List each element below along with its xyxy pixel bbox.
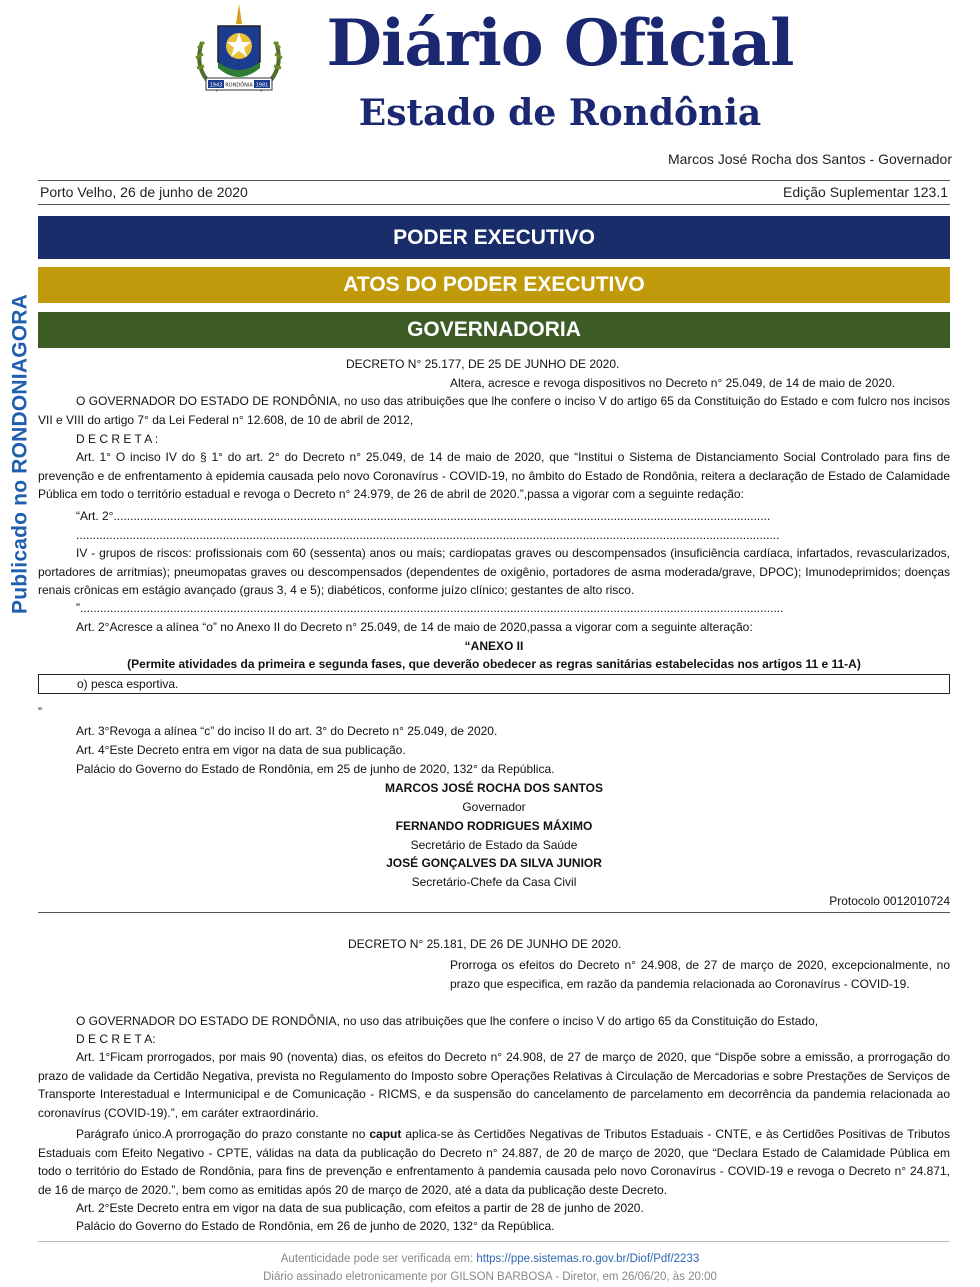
section-band-office: GOVERNADORIA bbox=[38, 312, 950, 348]
decree1-title: DECRETO N° 25.177, DE 25 DE JUNHO DE 2020. bbox=[346, 357, 620, 371]
decree1-art2-quote: “Art. 2°..................................................................................................................................................................................................... bbox=[76, 509, 771, 523]
footer-verify-label: Autenticidade pode ser verificada em: bbox=[280, 1253, 477, 1265]
decree1-art2: Art. 2°Acresce a alínea “o” no Anexo II do Decreto n° 25.049, de 14 de maio de 2020,passa a vigorar com a seguinte alteração: bbox=[76, 620, 753, 634]
governor-line: Marcos José Rocha dos Santos - Governador bbox=[667, 151, 952, 167]
annex-item: o) pesca esportiva. bbox=[77, 677, 179, 691]
footer-signed: Diário assinado eletronicamente por GILSON BARBOSA - Diretor, em 26/06/20, às 20:00 bbox=[263, 1271, 717, 1283]
decree2-palace: Palácio do Governo do Estado de Rondônia, em 26 de junho de 2020, 132° da República. bbox=[76, 1219, 555, 1233]
footer-verify bbox=[0, 1250, 980, 1269]
decree1-inciso-iv: IV - grupos de riscos: profissionais com 60 (sessenta) anos ou mais; cardiopatas graves ou descompensados (insuficiência cardíaca, infartados, revascularizados, portadores de arritmias); pneumopatas graves ou descompensados (dependentes de oxigênio, portadores de asma moderada/grave, DPOC); Imunodeprimidos; doenças renais crônicas em estágio avançado (graus 3, 4 e 5); diabéticos, conforme juízo clínico; gestantes de alto risco. bbox=[38, 546, 950, 598]
divider bbox=[38, 912, 950, 913]
edition: Edição Suplementar 123.1 bbox=[783, 184, 948, 200]
section-band-acts: ATOS DO PODER EXECUTIVO bbox=[38, 267, 950, 303]
signatory-role: Secretário de Estado da Saúde bbox=[410, 838, 578, 852]
place-date: Porto Velho, 26 de junho de 2020 bbox=[40, 184, 248, 200]
crest-ribbon-text: RONDÔNIA bbox=[225, 82, 253, 89]
signatory-name: JOSÉ GONÇALVES DA SILVA JUNIOR bbox=[386, 856, 602, 870]
decree2-paragraph bbox=[38, 1125, 950, 1199]
signatory-role: Secretário-Chefe da Casa Civil bbox=[411, 875, 577, 889]
decree2-summary: Prorroga os efeitos do Decreto n° 24.908, de 27 de março de 2020, excepcionalmente, no prazo que especifica, em razão da pandemia relacionada ao Coronavírus - COVID-19. bbox=[450, 958, 950, 991]
decree2-decreta: D E C R E T A: bbox=[76, 1032, 156, 1046]
decree1-art1: Art. 1° O inciso IV do § 1° do art. 2° do Decreto n° 25.049, de 14 de maio de 2020, que “Institui o Sistema de Distanciamento Social Controlado para fins de prevenção e de enfrentamento à epidemia causada pelo novo Coronavírus - COVID-19, no âmbito do Estado de Rondônia, reitera a declaração de Estado de Calamidade Pública em todo o território estadual e revoga o Decreto n° 24.979, de 26 de abril de 2020.”,passa a vigorar com a seguinte redação: bbox=[38, 450, 950, 502]
annex-subtitle: (Permite atividades da primeira e segunda fases, que deverão obedecer as regras sanitárias estabelecidas nos artigos 11 e 11-A) bbox=[127, 657, 861, 671]
state-crest-icon bbox=[188, 2, 290, 96]
dateline bbox=[38, 181, 950, 203]
decree1-art3: Art. 3°Revoga a alínea “c” do inciso II do art. 3° do Decreto n° 25.049, de 2020. bbox=[76, 724, 498, 738]
decree1-dots-close: ...................................................................................................................................................................................................................” bbox=[76, 601, 784, 615]
decree2-paragraph-a: Parágrafo único.A prorrogação do prazo constante no bbox=[76, 1127, 370, 1141]
masthead-subtitle: Estado de Rondônia bbox=[358, 92, 762, 134]
decree1-decreta: D E C R E T A : bbox=[76, 432, 159, 446]
signatory-role: Governador bbox=[462, 800, 526, 814]
decree2-paragraph-caput: caput bbox=[369, 1127, 402, 1141]
decree1-protocol: Protocolo 0012010724 bbox=[829, 894, 950, 908]
masthead-title: Diário Oficial bbox=[326, 6, 794, 81]
decree1-art4: Art. 4°Este Decreto entra em vigor na data de sua publicação. bbox=[76, 743, 406, 757]
section-band-executive: PODER EXECUTIVO bbox=[38, 216, 950, 259]
decree2-paragraph-b: aplica-se às Certidões Negativas de Tributos Estaduais - CNTE, e às Certidões Positivas de Tributos Estaduais com Efeito Negativo - CPTE, válidas na data da publicação do Decreto n° 24.887, de 20 de março de 2020, que “Declara Estado de Calamidade Pública em todo o território do Estado de Rondônia, para fins de prevenção e enfrentamento à pandemia causada pelo novo Coronavírus - COVID-19 e revoga o Decreto n° 24.871, de 16 de março de 2020.”, bem como as emitidas após 20 de março de 2020, até a data da publicação deste Decreto. bbox=[38, 1127, 950, 1197]
signatory-name: FERNANDO RODRIGUES MÁXIMO bbox=[395, 819, 593, 833]
close-quote: ” bbox=[38, 705, 42, 719]
divider bbox=[38, 1241, 950, 1242]
decree2-art1: Art. 1°Ficam prorrogados, por mais 90 (noventa) dias, os efeitos do Decreto n° 24.908, de 27 de março de 2020, que “Dispõe sobre a emissão, a prorrogação do prazo de validade da Certidão Negativa, prevista no Regulamento do Imposto sobre Operações Relativas à Circulação de Mercadorias e sobre Prestações de Serviços de Transporte Interestadual e Intermunicipal e de Comunicação - RICMS, e da suspensão do cancelamento de parcelamento em decorrência da pandemia relacionada ao coronavírus (COVID-19).”, em caráter extraordinário. bbox=[38, 1050, 950, 1120]
decree2-art2: Art. 2°Este Decreto entra em vigor na data de sua publicação, com efeitos a partir de 28 de junho de 2020. bbox=[76, 1201, 644, 1215]
annex-title: “ANEXO II bbox=[464, 639, 524, 653]
side-stamp-text: Publicado no RONDONIAGORA bbox=[8, 294, 32, 614]
annex-table bbox=[38, 674, 950, 694]
decree1-dots: ................................................................................................................................................................................................................... bbox=[76, 528, 780, 542]
divider bbox=[38, 204, 950, 205]
decree2-preamble: O GOVERNADOR DO ESTADO DE RONDÔNIA, no uso das atribuições que lhe confere o inciso V do artigo 65 da Constituição do Estado, bbox=[76, 1014, 819, 1028]
crest-year-left: 1943 bbox=[209, 82, 223, 89]
decree1-preamble: O GOVERNADOR DO ESTADO DE RONDÔNIA, no uso das atribuições que lhe confere o inciso V do artigo 65 da Constituição do Estado e com fulcro nos incisos VII e VIII do artigo 7° da Lei Federal n° 12.608, de 10 de abril de 2012, bbox=[38, 394, 950, 427]
side-publication-stamp bbox=[6, 282, 36, 627]
footer-verify-link[interactable]: https://ppe.sistemas.ro.gov.br/Diof/Pdf/2233 bbox=[476, 1253, 700, 1265]
crest-year-right: 1981 bbox=[255, 82, 269, 89]
decree1-palace: Palácio do Governo do Estado de Rondônia, em 25 de junho de 2020, 132° da República. bbox=[76, 762, 555, 776]
decree2-title: DECRETO N° 25.181, DE 26 DE JUNHO DE 2020. bbox=[348, 937, 622, 951]
signatory-name: MARCOS JOSÉ ROCHA DOS SANTOS bbox=[384, 781, 604, 795]
decree1-summary: Altera, acresce e revoga dispositivos no Decreto n° 25.049, de 14 de maio de 2020. bbox=[450, 376, 896, 390]
